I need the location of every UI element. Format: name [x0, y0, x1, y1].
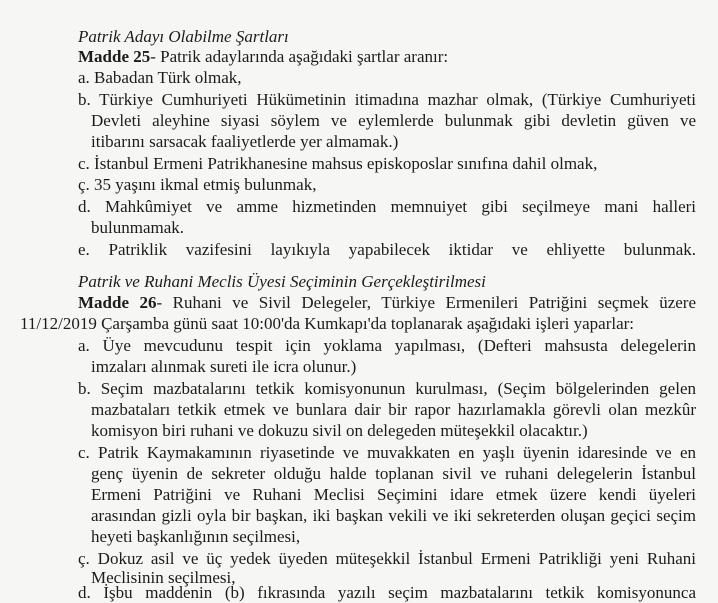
- article26-item-cc-line2: Meclisinin seçilmesi,: [91, 568, 236, 587]
- article25-heading: Patrik Adayı Olabilme Şartları: [78, 27, 289, 46]
- article25-item-d-line1: d. Mahkûmiyet ve amme hizmetinden memnuiyet gibi seçilmeye mani halleri: [78, 197, 696, 216]
- article26-intro-line2: 11/12/2019 Çarşamba günü saat 10:00'da Kumkapı'da toplanarak aşağıdaki işleri yaparlar:: [20, 314, 635, 333]
- article26-heading: Patrik ve Ruhani Meclis Üyesi Seçiminin Gerçekleştirilmesi: [78, 272, 486, 291]
- article26-item-c-line5: heyeti başkanlığının seçilmesi,: [91, 527, 301, 546]
- article26-item-c-line4: arasından gizli oyla bir başkan, iki başkan vekili ve iki sekreterden oluşan geçici seçim: [91, 506, 696, 525]
- article26-title: [78, 293, 696, 313]
- article26-item-c-line1: c. Patrik Kaymakamının riyasetinde ve muvakkaten en yaşlı üyenin idaresinde ve en: [78, 443, 696, 462]
- article26-item-d-line1: d. İşbu maddenin (b) fıkrasında yazılı seçim mazbatalarını tetkik komisyonunca: [78, 583, 696, 602]
- article26-item-b-line2: mazbataları tetkik etmek ve bunlara dair bir rapor hazırlamakla görevli olan mezkûr: [91, 400, 696, 419]
- article26-number: Madde 26: [78, 293, 157, 312]
- article26-item-b-line1: b. Seçim mazbatalarını tetkik komisyonunun kurulması, (Seçim bölgelerinden gelen: [78, 379, 696, 398]
- article25-item-c: c. İstanbul Ermeni Patrikhanesine mahsus episkoposlar sınıfına dahil olmak,: [78, 154, 598, 173]
- article26-item-c-line2: genç üyenin de sekreter olduğu halde toplanan sivil ve ruhani delegelerin İstanbul: [91, 464, 696, 483]
- article26-item-a-line2: imzaları alınmak sureti ile icra olunur.): [91, 357, 357, 376]
- article26-item-b-line3: komisyon biri ruhani ve dokuzu sivil on delegeden müteşekkil olacaktır.): [91, 421, 588, 440]
- article25-item-d-line2: bulunmamak.: [91, 218, 185, 237]
- article25-number: Madde 25: [78, 47, 151, 66]
- article25-item-b-line2: Devleti aleyhine siyasi söylem ve eylemlerde bulunmak gibi devletin güven ve: [91, 111, 696, 130]
- article26-item-a-line1: a. Üye mevcudunu tespit için yoklama yapılması, (Defteri mahsusta delegelerin: [78, 336, 696, 355]
- article25-item-e: e. Patriklik vazifesini layıkıyla yapabilecek iktidar ve ehliyette bulunmak.: [78, 240, 696, 259]
- article25-item-b-line1: b. Türkiye Cumhuriyeti Hükümetinin itimadına mazhar olmak, (Türkiye Cumhuriyeti: [78, 90, 696, 109]
- article26-item-cc-line1: ç. Dokuz asil ve üç yedek üyeden müteşekkil İstanbul Ermeni Patrikliği yeni Ruhani: [78, 549, 696, 568]
- article25-title-text: - Patrik adaylarında aşağıdaki şartlar aranır:: [150, 47, 449, 66]
- article26-title-text: - Ruhani ve Sivil Delegeler, Türkiye Ermenileri Patriğini seçmek üzere: [156, 293, 696, 312]
- article25-item-a: a. Babadan Türk olmak,: [78, 68, 242, 87]
- article25-item-cc: ç. 35 yaşını ikmal etmiş bulunmak,: [78, 175, 317, 194]
- article26-item-c-line3: Ermeni Patriğini ve Ruhani Meclisi Seçimini idare etmek üzere kendi üyeleri: [91, 485, 696, 504]
- article25-item-b-line3: itibarını sarsacak faaliyetlerde yer almamak.): [91, 132, 399, 151]
- article25-title: [78, 47, 448, 67]
